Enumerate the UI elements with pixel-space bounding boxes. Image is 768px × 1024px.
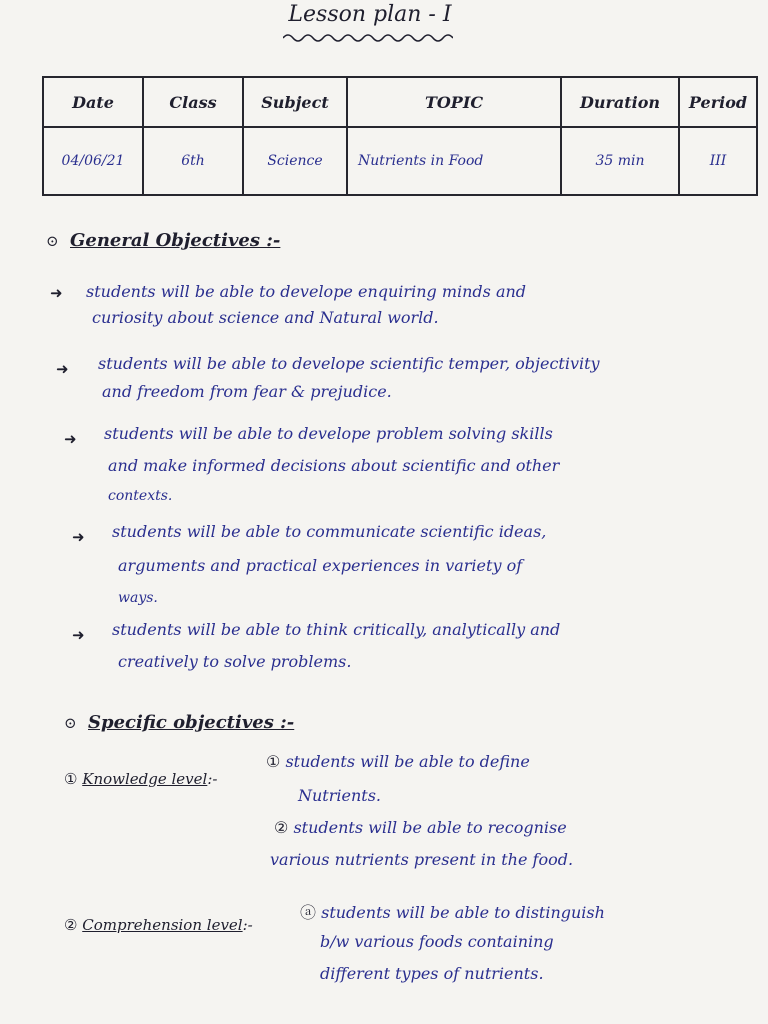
cell-period: III (679, 127, 757, 195)
comprehension-item-a-cont2: different types of nutrients. (320, 964, 544, 983)
general-line: ways. (118, 590, 158, 606)
title-underline-squiggle (283, 32, 453, 44)
cell-duration: 35 min (561, 127, 679, 195)
cell-date: 04/06/21 (43, 127, 143, 195)
heading-bullet-icon: ⊙ (46, 232, 59, 250)
page-title: Lesson plan - I (288, 2, 452, 27)
arrow-bullet-icon: ➜ (72, 626, 85, 644)
general-objectives-heading: General Objectives :- (70, 230, 281, 251)
knowledge-item-1-cont: Nutrients. (298, 786, 381, 805)
lesson-info-table (42, 76, 758, 196)
header-period: Period (679, 77, 757, 127)
specific-objectives-heading: Specific objectives :- (88, 712, 295, 733)
general-line: students will be able to develope problem solving skills (104, 424, 553, 443)
cell-class: 6th (143, 127, 243, 195)
general-line: and make informed decisions about scientific and other (108, 456, 560, 475)
arrow-bullet-icon: ➜ (50, 284, 63, 302)
header-duration: Duration (561, 77, 679, 127)
heading-bullet-icon: ⊙ (64, 714, 77, 732)
general-line: curiosity about science and Natural world. (92, 308, 439, 327)
general-line: students will be able to communicate scientific ideas, (112, 522, 547, 541)
table-header-row (43, 77, 757, 127)
table-row (43, 127, 757, 195)
general-line: students will be able to think critically, analytically and (112, 620, 561, 639)
knowledge-item-2-cont: various nutrients present in the food. (270, 850, 574, 869)
comprehension-item-a-cont: b/w various foods containing (320, 932, 554, 951)
comprehension-item-a: ⓐ students will be able to distinguish (300, 903, 605, 922)
general-line: creatively to solve problems. (118, 652, 352, 671)
cell-topic: Nutrients in Food (347, 127, 561, 195)
arrow-bullet-icon: ➜ (64, 430, 77, 448)
arrow-bullet-icon: ➜ (56, 360, 69, 378)
general-line: and freedom from fear & prejudice. (102, 382, 392, 401)
header-subject: Subject (243, 77, 347, 127)
comprehension-level-label: ② Comprehension level:- (64, 916, 253, 934)
header-topic: TOPIC (347, 77, 561, 127)
general-line: students will be able to develope enquiring minds and (86, 282, 527, 301)
general-line: contexts. (108, 488, 173, 504)
cell-subject: Science (243, 127, 347, 195)
header-date: Date (43, 77, 143, 127)
general-line: arguments and practical experiences in variety of (118, 556, 523, 575)
knowledge-level-label: ① Knowledge level:- (64, 770, 218, 788)
arrow-bullet-icon: ➜ (72, 528, 85, 546)
knowledge-item-1: ① students will be able to define (266, 752, 530, 771)
knowledge-item-2: ② students will be able to recognise (274, 818, 567, 837)
general-line: students will be able to develope scientific temper, objectivity (98, 354, 600, 373)
header-class: Class (143, 77, 243, 127)
